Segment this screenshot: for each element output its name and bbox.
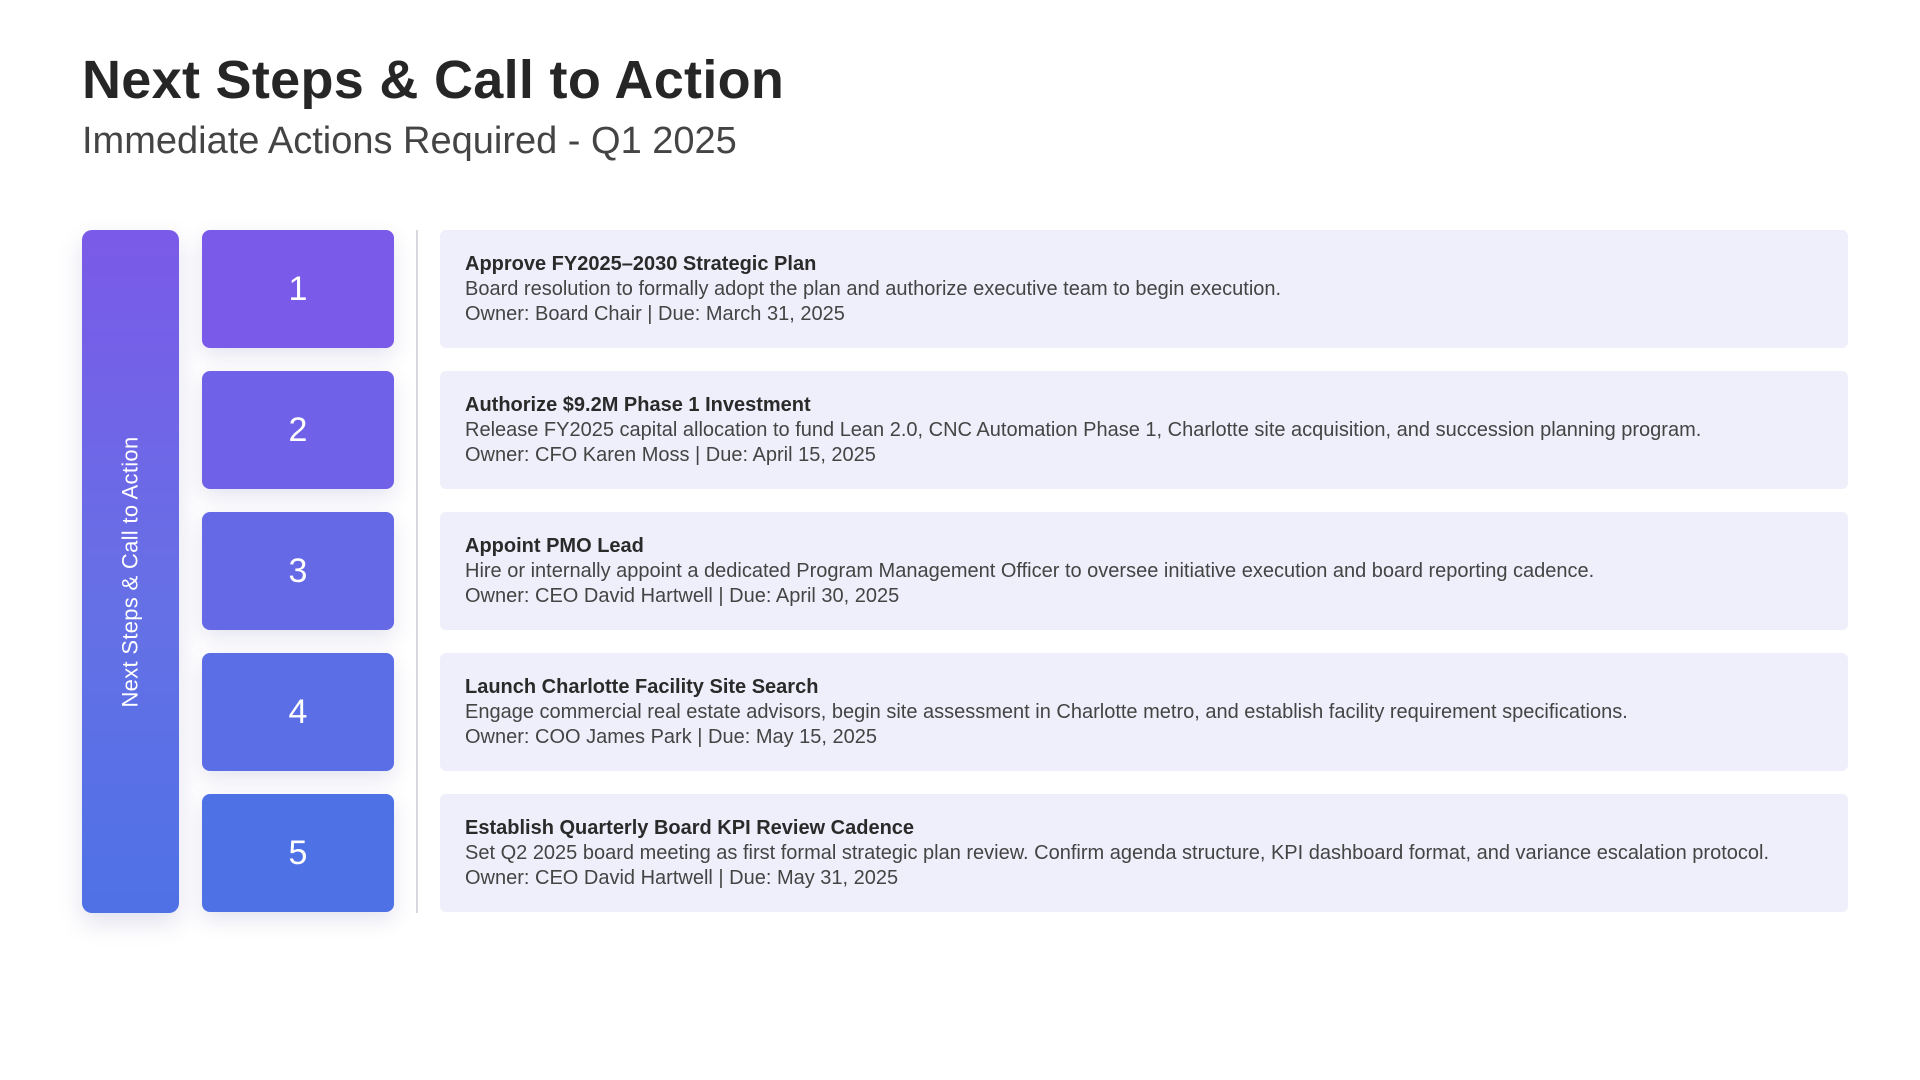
action-owner-due: Owner: CEO David Hartwell | Due: April 30, 2025 [465,585,900,607]
action-title: Appoint PMO Lead [465,535,644,557]
action-card [440,653,1848,771]
action-description: Release FY2025 capital allocation to fund Lean 2.0, CNC Automation Phase 1, Charlotte site acquisition, and succession planning program. [465,419,1702,441]
action-title: Establish Quarterly Board KPI Review Cadence [465,817,915,839]
page-subtitle: Immediate Actions Required - Q1 2025 [82,120,737,162]
action-card [440,230,1848,348]
page-title: Next Steps & Call to Action [82,50,785,110]
action-card [440,371,1848,489]
action-description: Hire or internally appoint a dedicated Program Management Officer to oversee initiative execution and board reporting cadence. [465,560,1595,582]
action-owner-due: Owner: CFO Karen Moss | Due: April 15, 2025 [465,444,876,466]
side-bar-label: Next Steps & Call to Action [117,435,143,708]
action-description: Board resolution to formally adopt the plan and authorize executive team to begin execution. [465,278,1282,300]
action-title: Authorize $9.2M Phase 1 Investment [465,394,811,416]
action-card [440,794,1848,912]
step-number-box: 1 [202,230,394,348]
action-description: Set Q2 2025 board meeting as first formal strategic plan review. Confirm agenda structure, KPI dashboard format, and variance escalation protocol. [465,842,1770,864]
action-card [440,512,1848,630]
step-number-box: 5 [202,794,394,912]
action-owner-due: Owner: Board Chair | Due: March 31, 2025 [465,303,845,325]
side-bar [82,230,179,913]
step-number-box: 2 [202,371,394,489]
action-owner-due: Owner: CEO David Hartwell | Due: May 31, 2025 [465,867,899,889]
step-number-box: 4 [202,653,394,771]
vertical-divider [416,230,418,913]
action-description: Engage commercial real estate advisors, begin site assessment in Charlotte metro, and establish facility requirement specifications. [465,701,1628,723]
action-title: Launch Charlotte Facility Site Search [465,676,819,698]
action-owner-due: Owner: COO James Park | Due: May 15, 2025 [465,726,878,748]
action-title: Approve FY2025–2030 Strategic Plan [465,253,817,275]
step-number-box: 3 [202,512,394,630]
